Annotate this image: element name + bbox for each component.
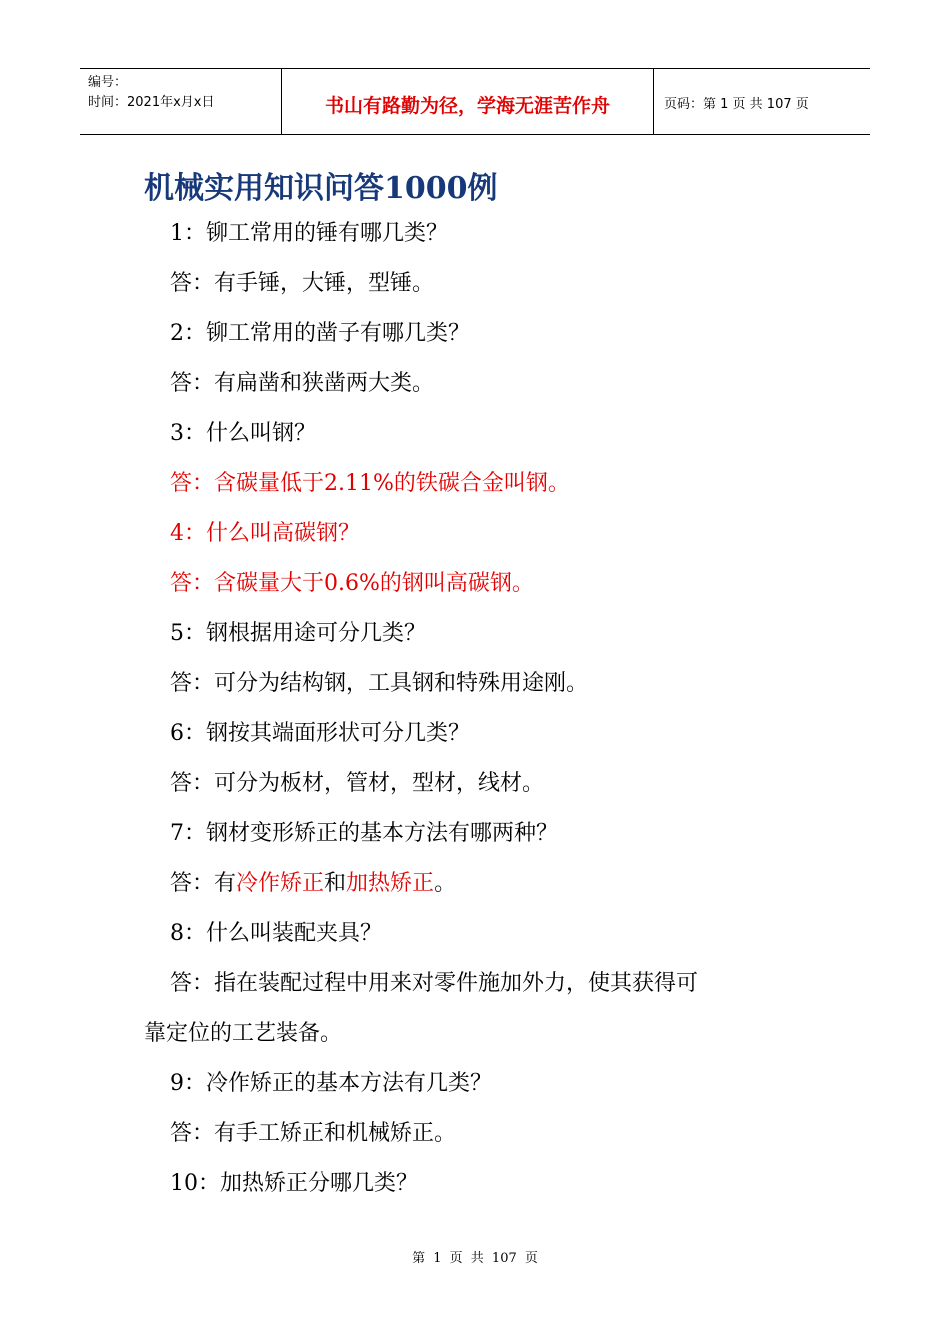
answer-7 — [144, 859, 824, 909]
answer-8-continued: 靠定位的工艺装备。 — [144, 1021, 343, 1046]
header-motto: 书山有路勤为径，学海无涯苦作舟 — [282, 69, 654, 134]
answer-5: 答：可分为结构钢，工具钢和特殊用途刚。 — [170, 671, 589, 696]
answer-7-suffix: 。 — [434, 871, 457, 896]
answer-7-term-heat: 加热矫正 — [346, 871, 435, 896]
answer-7-joiner: 和 — [324, 871, 347, 896]
answer-9: 答：有手工矫正和机械矫正。 — [170, 1121, 457, 1146]
page-header — [80, 68, 870, 135]
answer-8: 答：指在装配过程中用来对零件施加外力，使其获得可 — [170, 971, 699, 996]
time-label: 时间：2021年x月x日 — [88, 95, 215, 110]
question-7: 7：钢材变形矫正的基本方法有哪两种？ — [170, 821, 558, 846]
question-2: 2：铆工常用的凿子有哪几类？ — [170, 321, 470, 346]
answer-3: 答：含碳量低于2.11%的铁碳合金叫钢。 — [170, 471, 570, 496]
question-9: 9：冷作矫正的基本方法有几类？ — [170, 1071, 492, 1096]
question-6: 6：钢按其端面形状可分几类？ — [170, 721, 470, 746]
header-page-info: 页码：第 1 页 共 107 页 — [664, 97, 809, 112]
question-4: 4：什么叫高碳钢？ — [170, 521, 360, 546]
answer-6: 答：可分为板材，管材，型材，线材。 — [170, 771, 545, 796]
question-1: 1：铆工常用的锤有哪几类？ — [170, 221, 448, 246]
header-meta — [80, 69, 282, 134]
number-label: 编号： — [88, 75, 128, 90]
answer-2: 答：有扁凿和狭凿两大类。 — [170, 371, 435, 396]
answer-7-term-cold: 冷作矫正 — [236, 871, 325, 896]
question-5: 5：钢根据用途可分几类？ — [170, 621, 426, 646]
document-title: 机械实用知识问答1000例 — [144, 171, 498, 206]
document-body — [144, 209, 824, 1209]
answer-1: 答：有手锤，大锤，型锤。 — [170, 271, 435, 296]
answer-4: 答：含碳量大于0.6%的钢叫高碳钢。 — [170, 571, 534, 596]
page-footer: 第 1 页 共 107 页 — [412, 1251, 538, 1266]
answer-7-prefix: 答：有 — [170, 871, 237, 896]
question-10: 10：加热矫正分哪几类？ — [170, 1171, 418, 1196]
question-3: 3：什么叫钢？ — [170, 421, 316, 446]
question-8: 8：什么叫装配夹具？ — [170, 921, 382, 946]
